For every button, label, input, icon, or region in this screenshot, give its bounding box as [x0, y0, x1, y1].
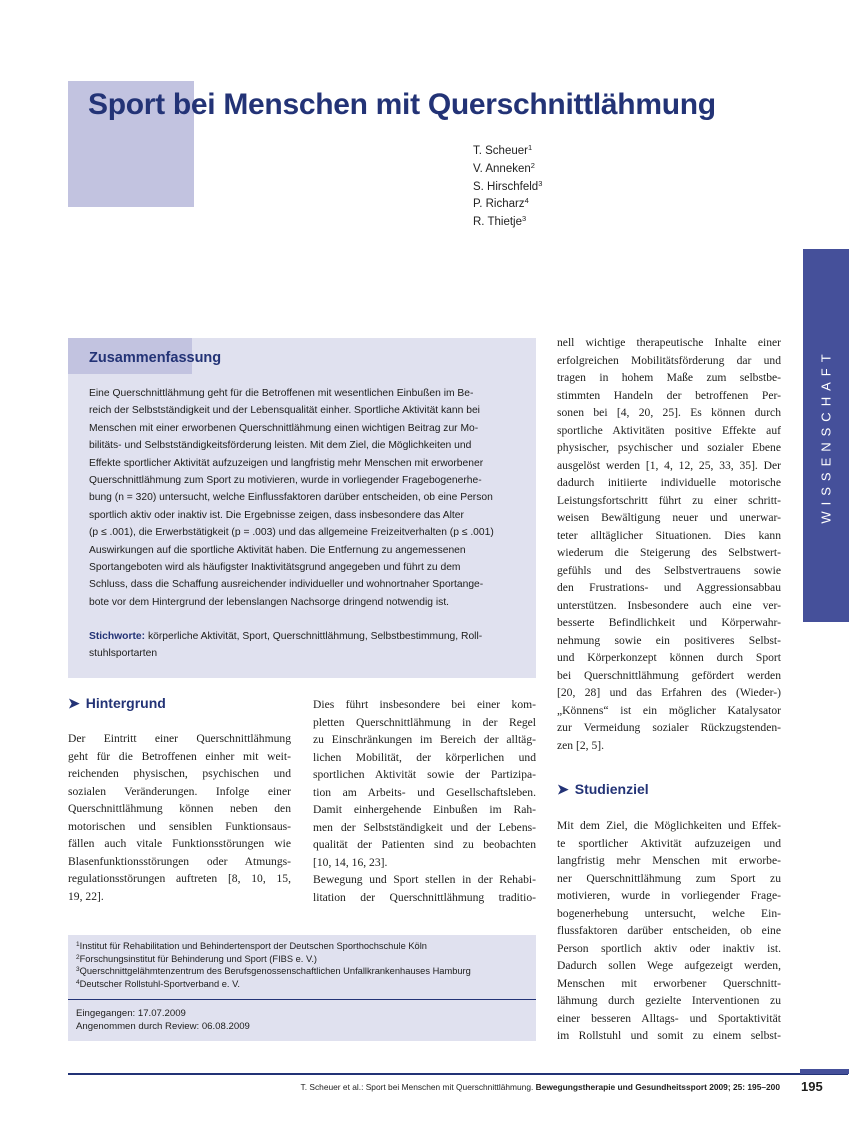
- body-line: Der Eintritt einer Querschnittlähmung: [68, 732, 291, 745]
- submission-dates: [76, 1008, 250, 1034]
- affiliation-item: $^4$Deutscher Rollstuhl-Sportverband e. V.: [76, 978, 240, 989]
- body-line: nehmung sowie ein positiveres Selbst-: [557, 633, 781, 647]
- footer-accent-bar: [800, 1069, 849, 1074]
- body-line: men der Selbstständigkeit und der Lebens-: [313, 820, 536, 834]
- body-column-3-bottom: [557, 817, 781, 1045]
- abstract-line: bilitäts- und Selbstständigkeitsförderung leisten. Mit dem Ziel, die Möglichkeiten und: [89, 440, 472, 452]
- body-line: regulationsstörungen auftreten [8, 10, 15,: [68, 872, 291, 885]
- body-line: pletten Querschnittlähmung in der Regel: [313, 715, 536, 729]
- body-line: einer besseren Alltags- und Sportaktivität: [557, 1011, 781, 1025]
- abstract-line: Sportangeboten wird als häufigster Inaktivitätsgrund angegeben und führt zu dem: [89, 562, 461, 574]
- abstract-line: sportlich aktiv oder inaktiv ist. Die Ergebnisse zeigen, dass insbesondere das Alter: [89, 509, 464, 521]
- body-line: gefühls und des Selbstvertrauens sowie: [557, 563, 781, 577]
- body-line: ner Querschnittlähmung zum Sport zu: [557, 871, 781, 885]
- body-line: Person sportlich aktiv oder inaktiv ist.: [557, 941, 781, 955]
- abstract-box: [68, 338, 536, 678]
- abstract-line: (p ≤ .001), die Erwerbstätigkeit (p = .003) und das allgemeine Freizeitverhalten (p ≤ .001): [89, 527, 494, 539]
- body-line: sportlichen Aktivität sowie der Partizipa-: [313, 768, 536, 781]
- section-side-label: WISSENSCHAFT: [818, 347, 834, 524]
- body-line: [10, 14, 16, 23].: [313, 855, 388, 869]
- body-line: im Rollstuhl und somit zu einem selbst-: [557, 1029, 781, 1042]
- affiliations-box: [68, 935, 536, 1041]
- body-line: und Körperkonzept können durch Sport: [557, 651, 781, 664]
- accepted-date: Angenommen durch Review: 06.08.2009: [76, 1020, 250, 1032]
- abstract-line: reich der Selbstständigkeit und der Lebensqualität einher. Sportliche Aktivität kann bei: [89, 405, 480, 417]
- body-line: zen [2, 5].: [557, 738, 604, 752]
- keywords-label: Stichworte:: [89, 631, 146, 642]
- body-line: [20, 28] und das Erfahren des (Wieder-): [557, 686, 781, 699]
- body-line: den Frustrations- und Aggressionsabbau: [557, 581, 781, 594]
- footer-divider: [68, 1073, 848, 1075]
- body-line: litation der Querschnittlähmung traditio-: [313, 890, 536, 904]
- body-line: motorischen und sensiblen Funktionsaus-: [68, 819, 291, 833]
- body-line: zu Einschränkungen im Bereich der alltäg-: [313, 733, 536, 746]
- body-line: zur Vermeidung sozialer Rückzugstenden-: [557, 721, 781, 734]
- body-line: qualität der Patienten sind zu beobachten: [313, 838, 536, 851]
- affiliation-list: [76, 940, 471, 990]
- body-line: sonen bei [4, 20, 25]. Es können durch: [557, 406, 781, 419]
- author-list: [473, 143, 542, 232]
- abstract-line: Menschen mit einer erworbenen Querschnittlähmung einen wichtigen Beitrag zur Mo-: [89, 422, 479, 434]
- abstract-line: Querschnittlähmung zum Sport zu motivieren, wurde in vorliegender Fragebogenerhe-: [89, 475, 482, 487]
- body-line: bogenerhebung untersucht, welche Ein-: [557, 906, 781, 920]
- section-heading-studienziel: [557, 781, 649, 798]
- section-heading-text: Hintergrund: [85, 695, 166, 711]
- section-side-tab: [803, 249, 849, 622]
- body-line: tion am Arbeits- und Gesellschaftsleben.: [313, 785, 536, 799]
- body-line: unterstützen. Insbesondere auch eine ver-: [557, 598, 781, 612]
- footer-journal: Bewegungstherapie und Gesundheitssport 2009; 25: 195–200: [535, 1082, 780, 1092]
- body-line: tragen in hohem Maße zum selbstbe-: [557, 371, 781, 384]
- arrow-right-icon: ➤: [557, 781, 569, 797]
- body-line: Dies führt insbesondere bei einer kom-: [313, 698, 536, 711]
- author-item: R. Thietje$^3$: [473, 214, 527, 229]
- arrow-right-icon: ➤: [68, 695, 80, 711]
- author-item: P. Richarz$^4$: [473, 196, 529, 211]
- footer-citation-text: T. Scheuer et al.: Sport bei Menschen mit Querschnittlähmung.: [300, 1082, 536, 1092]
- affiliation-item: $^2$Forschungsinstitut für Behinderung und Sport (FIBS e. V.): [76, 953, 317, 964]
- abstract-line: bote vor dem Hintergrund der lebenslangen Nachsorge dringend notwendig ist.: [89, 596, 450, 608]
- body-line: lichen Mobilität, der körperlichen und: [313, 750, 536, 764]
- body-line: langfristig mehr Menschen mit erworbe-: [557, 854, 781, 867]
- abstract-heading: Zusammenfassung: [89, 350, 222, 366]
- body-column-1: [68, 730, 291, 905]
- abstract-line: Schluss, dass die Schaffung ausreichender individueller und wohnortnaher Sportange-: [89, 579, 484, 591]
- body-line: besserte Befindlichkeit und Körperwahr-: [557, 616, 781, 629]
- body-line: sportliche Aktivitäten positive Effekte auf: [557, 423, 781, 437]
- body-line: Bewegung und Sport stellen in der Rehabi-: [313, 873, 536, 886]
- abstract-line: bung (n = 320) untersucht, welche Einflussfaktoren darüber entscheiden, ob eine Person: [89, 492, 493, 504]
- affiliation-item: $^3$Querschnittgelähmtenzentrum des Berufsgenossenschaftlichen Unfallkrankenhauses Hamburg: [76, 966, 471, 977]
- keywords: [89, 628, 519, 663]
- body-line: Blasenfunktionsstörungen oder Atmungs-: [68, 854, 291, 868]
- body-line: Mit dem Ziel, die Möglichkeiten und Effek-: [557, 819, 781, 832]
- body-line: Leistungsfortschritt führt zu einer schritt-: [557, 493, 781, 507]
- body-line: Damit einhergehende Einbußen im Rah-: [313, 803, 536, 816]
- keywords-text: körperliche Aktivität, Sport, Querschnittlähmung, Selbstbestimmung, Roll-: [147, 631, 483, 642]
- section-heading-hintergrund: [68, 695, 166, 712]
- body-line: Menschen mit erworbener Querschnitt-: [557, 976, 781, 990]
- body-column-3-top: [557, 334, 781, 754]
- body-line: lähmung durch gezielte Interventionen zu: [557, 994, 781, 1007]
- body-line: „Könnens“ ist ein möglicher Katalysator: [557, 703, 781, 717]
- affiliations-divider: [68, 999, 536, 1000]
- keywords-line: stuhlsportarten: [89, 648, 158, 660]
- article-title: Sport bei Menschen mit Querschnittlähmung: [88, 88, 716, 121]
- body-line: nell wichtige therapeutische Inhalte einer: [557, 336, 781, 349]
- abstract-line: Eine Querschnittlähmung geht für die Betroffenen mit wesentlichen Einbußen im Be-: [89, 388, 474, 399]
- body-line: geht für die Betroffenen einher mit weit-: [68, 749, 291, 763]
- author-item: V. Anneken$^2$: [473, 160, 535, 175]
- body-line: dadurch initiierte individuelle motorische: [557, 476, 781, 489]
- abstract-line: Effekte sportlicher Aktivität aufzuzeigen und langfristig mehr Menschen mit erworbener: [89, 457, 484, 469]
- body-line: 19, 22].: [68, 889, 104, 903]
- body-line: Querschnittlähmung können neben den: [68, 802, 291, 815]
- abstract-line: Auswirkungen auf die sportliche Aktivität haben. Die Entfernung zu angemessenen: [89, 544, 466, 556]
- body-line: reichenden physischen, psychischen und: [68, 767, 291, 780]
- body-line: physischer, psychischer und sozialer Ebene: [557, 441, 781, 454]
- body-line: Dadurch sollen Wege aufgezeigt werden,: [557, 959, 781, 972]
- body-line: weisen Bewältigung neuer und unerwar-: [557, 511, 781, 524]
- body-column-2: [313, 696, 536, 906]
- author-item: S. Hirschfeld$^3$: [473, 178, 543, 193]
- author-item: T. Scheuer$^1$: [473, 143, 533, 157]
- body-line: motivieren, wurde in vorliegender Frage-: [557, 889, 781, 902]
- keywords-line: [89, 628, 519, 645]
- footer-citation: [160, 1082, 780, 1092]
- affiliation-item: $^1$Institut für Rehabilitation und Behindertensport der Deutschen Sporthochschule Köln: [76, 941, 427, 951]
- body-line: teter alltäglicher Situationen. Dies kann: [557, 528, 781, 542]
- body-line: flussfaktoren darüber entscheiden, ob eine: [557, 924, 781, 937]
- body-line: ausgelöst werden [1, 4, 12, 25, 33, 35]. Der: [557, 458, 781, 472]
- received-date: Eingegangen: 17.07.2009: [76, 1008, 186, 1019]
- body-line: wiederum die Steigerung des Selbstwert-: [557, 546, 781, 559]
- body-line: erfolgreichen Mobilitätsförderung dar und: [557, 353, 781, 367]
- body-line: te sportlicher Aktivität aufzuzeigen und: [557, 836, 781, 850]
- body-line: fällen auch vitale Funktionsstörungen wie: [68, 837, 291, 850]
- body-line: sozialen Veränderungen. Infolge einer: [68, 784, 291, 798]
- abstract-text: [89, 385, 517, 611]
- page-number: 195: [801, 1079, 823, 1094]
- section-heading-text: Studienziel: [574, 781, 649, 797]
- body-line: bei Querschnittlähmung gefördert werden: [557, 668, 781, 682]
- body-line: stimmten Handeln der betroffenen Per-: [557, 388, 781, 402]
